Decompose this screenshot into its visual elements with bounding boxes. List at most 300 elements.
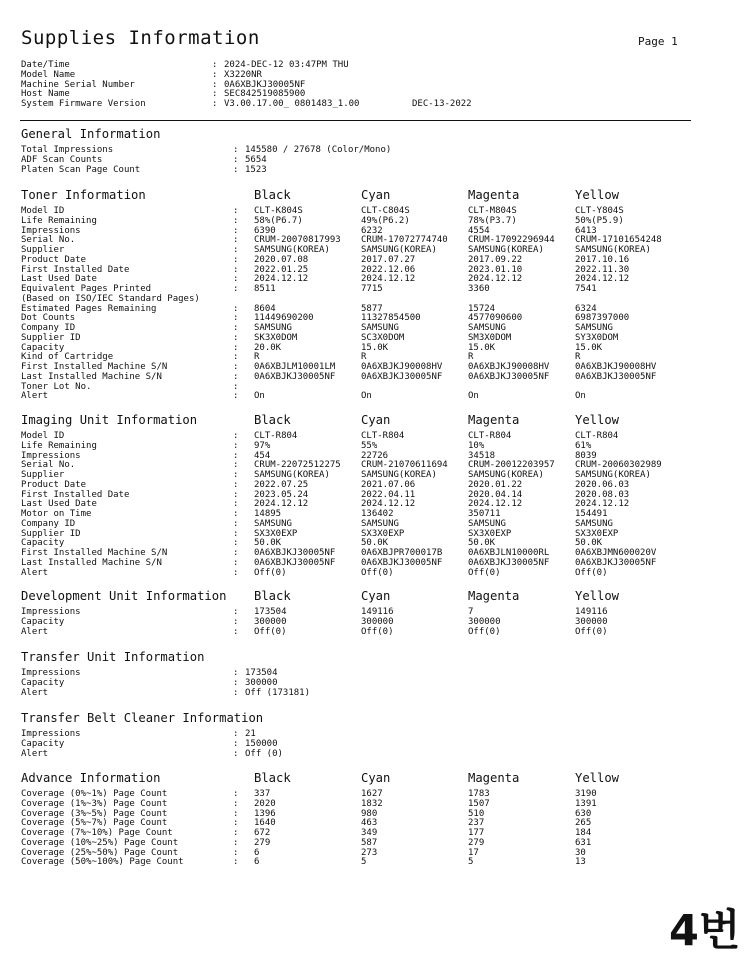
row-colon: : bbox=[233, 450, 239, 461]
row-label: Toner Lot No. bbox=[21, 381, 92, 392]
row-colon: : bbox=[233, 431, 239, 441]
cell-cyan: 273 bbox=[361, 847, 378, 858]
cell-magenta: CRUM-17092296944 bbox=[468, 235, 555, 246]
row-label: Serial No. bbox=[21, 460, 76, 471]
row-colon: : bbox=[212, 69, 218, 80]
cell-cyan: 0A6XBJKJ30005NF bbox=[361, 371, 443, 382]
cell-cyan: 11327854500 bbox=[361, 313, 421, 324]
cell-yellow: 0A6XBJMN600020V bbox=[575, 548, 657, 558]
cell-yellow: 2020.06.03 bbox=[575, 479, 630, 490]
cell-cyan: 149116 bbox=[361, 607, 394, 617]
row-label: Coverage (0%~1%) Page Count bbox=[21, 789, 168, 799]
row-value: 300000 bbox=[245, 677, 278, 688]
row-colon: : bbox=[233, 381, 239, 392]
column-header-cyan: Cyan bbox=[361, 589, 391, 603]
row-label: Alert bbox=[21, 391, 49, 402]
cell-cyan: 15.0K bbox=[361, 342, 389, 353]
cell-cyan: 0A6XBJKJ30005NF bbox=[361, 557, 443, 568]
cell-magenta: 0A6XBJKJ30005NF bbox=[468, 371, 550, 382]
row-colon: : bbox=[233, 548, 239, 558]
row-label: Impressions bbox=[21, 729, 81, 739]
cell-yellow: CRUM-17101654248 bbox=[575, 235, 662, 246]
cell-yellow: 30 bbox=[575, 847, 586, 858]
row-label: Coverage (3%~5%) Page Count bbox=[21, 808, 168, 819]
row-label: Equivalent Pages Printed bbox=[21, 284, 152, 294]
section-title: General Information bbox=[21, 127, 161, 141]
cell-magenta: SAMSUNG bbox=[468, 518, 506, 529]
cell-yellow: 6987397000 bbox=[575, 313, 630, 324]
cell-black: SX3X0EXP bbox=[254, 528, 298, 539]
cell-cyan: 5877 bbox=[361, 303, 383, 314]
cell-yellow: 154491 bbox=[575, 509, 608, 519]
header-divider bbox=[20, 120, 691, 121]
row-value: 173504 bbox=[245, 668, 278, 678]
cell-black: 2022.01.25 bbox=[254, 264, 309, 275]
row-colon: : bbox=[233, 808, 239, 819]
cell-yellow: 2017.10.16 bbox=[575, 254, 630, 265]
cell-magenta: Off(0) bbox=[468, 567, 501, 578]
cell-magenta: 2023.01.10 bbox=[468, 264, 523, 275]
cell-magenta: 1507 bbox=[468, 798, 490, 809]
cell-black: SK3X0DOM bbox=[254, 332, 298, 343]
cell-cyan: 6232 bbox=[361, 225, 383, 236]
row-colon: : bbox=[233, 371, 239, 382]
cell-yellow: R bbox=[575, 352, 581, 363]
cell-black: 50.0K bbox=[254, 538, 282, 549]
row-colon: : bbox=[233, 440, 239, 451]
cell-black: 8511 bbox=[254, 284, 276, 294]
row-colon: : bbox=[233, 509, 239, 519]
cell-cyan: 5 bbox=[361, 857, 367, 868]
row-colon: : bbox=[233, 729, 239, 739]
cell-yellow: CLT-Y804S bbox=[575, 206, 624, 216]
column-header-magenta: Magenta bbox=[468, 188, 520, 202]
row-label: (Based on ISO/IEC Standard Pages) bbox=[21, 293, 200, 304]
row-colon: : bbox=[212, 99, 218, 109]
cell-cyan: 1832 bbox=[361, 798, 383, 809]
cell-cyan: 136402 bbox=[361, 509, 394, 519]
row-label: Impressions bbox=[21, 450, 81, 461]
cell-magenta: 7 bbox=[468, 607, 474, 617]
cell-yellow: 6324 bbox=[575, 303, 597, 314]
cell-magenta: 4577090600 bbox=[468, 313, 523, 324]
row-label: Alert bbox=[21, 567, 49, 578]
row-label: Impressions bbox=[21, 668, 81, 678]
cell-black: 0A6XBJLM10001LM bbox=[254, 362, 336, 372]
row-value: V3.00.17.00_ 0801483_1.00 bbox=[224, 99, 360, 109]
cell-black: CLT-K804S bbox=[254, 206, 303, 216]
row-colon: : bbox=[233, 154, 239, 165]
row-label: Platen Scan Page Count bbox=[21, 164, 141, 175]
row-value: 0A6XBJKJ30005NF bbox=[224, 79, 306, 90]
row-value: 2024-DEC-12 03:47PM THU bbox=[224, 60, 349, 70]
cell-magenta: CRUM-20012203957 bbox=[468, 460, 555, 471]
cell-cyan: 587 bbox=[361, 837, 378, 848]
row-colon: : bbox=[233, 245, 239, 255]
cell-cyan: SAMSUNG bbox=[361, 323, 399, 333]
row-label: Serial No. bbox=[21, 235, 76, 246]
row-colon: : bbox=[233, 528, 239, 539]
cell-yellow: 2024.12.12 bbox=[575, 499, 630, 510]
cell-cyan: 0A6XBJPR700017B bbox=[361, 548, 443, 558]
row-label: Supplier bbox=[21, 245, 65, 255]
cell-yellow: 13 bbox=[575, 857, 586, 868]
row-label: Coverage (5%~7%) Page Count bbox=[21, 818, 168, 829]
cell-cyan: SAMSUNG(KOREA) bbox=[361, 245, 437, 255]
row-colon: : bbox=[233, 626, 239, 637]
row-label: First Installed Date bbox=[21, 264, 130, 275]
cell-yellow: 149116 bbox=[575, 607, 608, 617]
cell-black: 14895 bbox=[254, 509, 282, 519]
cell-black: 173504 bbox=[254, 607, 287, 617]
cell-cyan: On bbox=[361, 391, 372, 402]
cell-magenta: SM3X0DOM bbox=[468, 332, 512, 343]
cell-black: 6 bbox=[254, 847, 260, 858]
cell-cyan: SC3X0DOM bbox=[361, 332, 405, 343]
row-colon: : bbox=[233, 607, 239, 617]
column-header-black: Black bbox=[254, 413, 291, 427]
cell-black: On bbox=[254, 391, 265, 402]
row-label: First Installed Machine S/N bbox=[21, 362, 168, 372]
cell-cyan: Off(0) bbox=[361, 567, 394, 578]
row-value: SEC842519085900 bbox=[224, 89, 306, 100]
cell-cyan: 50.0K bbox=[361, 538, 389, 549]
cell-black: 58%(P6.7) bbox=[254, 215, 303, 226]
firmware-date: DEC-13-2022 bbox=[412, 99, 472, 109]
cell-magenta: 15724 bbox=[468, 303, 496, 314]
row-label: Supplier ID bbox=[21, 332, 81, 343]
row-colon: : bbox=[233, 362, 239, 372]
cell-magenta: 17 bbox=[468, 847, 479, 858]
row-colon: : bbox=[233, 391, 239, 402]
cell-cyan: CRUM-21070611694 bbox=[361, 460, 448, 471]
cell-yellow: 184 bbox=[575, 828, 592, 838]
cell-cyan: 0A6XBJKJ90008HV bbox=[361, 362, 443, 372]
cell-black: 279 bbox=[254, 837, 271, 848]
row-colon: : bbox=[233, 818, 239, 829]
cell-yellow: SAMSUNG bbox=[575, 323, 613, 333]
cell-yellow: 0A6XBJKJ90008HV bbox=[575, 362, 657, 372]
row-value: 150000 bbox=[245, 738, 278, 749]
cell-magenta: 0A6XBJKJ90008HV bbox=[468, 362, 550, 372]
cell-magenta: 5 bbox=[468, 857, 474, 868]
row-label: Last Installed Machine S/N bbox=[21, 557, 162, 568]
row-label: Product Date bbox=[21, 479, 87, 490]
cell-magenta: On bbox=[468, 391, 479, 402]
cell-black: 6390 bbox=[254, 225, 276, 236]
row-colon: : bbox=[233, 145, 239, 155]
cell-magenta: SAMSUNG(KOREA) bbox=[468, 470, 544, 480]
cell-magenta: 1783 bbox=[468, 789, 490, 799]
row-colon: : bbox=[233, 274, 239, 285]
cell-magenta: 2024.12.12 bbox=[468, 274, 523, 285]
cell-yellow: On bbox=[575, 391, 586, 402]
cell-magenta: 279 bbox=[468, 837, 485, 848]
row-label: Last Used Date bbox=[21, 499, 97, 510]
column-header-cyan: Cyan bbox=[361, 413, 391, 427]
sheet-tag: 4번 bbox=[669, 906, 741, 956]
row-label: Host Name bbox=[21, 89, 70, 100]
cell-black: 1640 bbox=[254, 818, 276, 829]
cell-black: 0A6XBJKJ30005NF bbox=[254, 548, 336, 558]
cell-black: CRUM-20070817993 bbox=[254, 235, 341, 246]
cell-magenta: R bbox=[468, 352, 474, 363]
cell-cyan: SAMSUNG(KOREA) bbox=[361, 470, 437, 480]
row-label: Supplier ID bbox=[21, 528, 81, 539]
row-colon: : bbox=[233, 342, 239, 353]
cell-yellow: CLT-R804 bbox=[575, 431, 619, 441]
row-value: Off (0) bbox=[245, 748, 283, 759]
row-label: Estimated Pages Remaining bbox=[21, 303, 157, 314]
column-header-black: Black bbox=[254, 771, 291, 785]
row-label: System Firmware Version bbox=[21, 99, 146, 109]
cell-magenta: 350711 bbox=[468, 509, 501, 519]
row-colon: : bbox=[233, 798, 239, 809]
cell-black: Off(0) bbox=[254, 626, 287, 637]
column-header-magenta: Magenta bbox=[468, 413, 520, 427]
cell-black: 20.0K bbox=[254, 342, 282, 353]
cell-cyan: Off(0) bbox=[361, 626, 394, 637]
row-value: X3220NR bbox=[224, 69, 262, 80]
cell-cyan: 2024.12.12 bbox=[361, 274, 416, 285]
column-header-cyan: Cyan bbox=[361, 188, 391, 202]
row-colon: : bbox=[233, 616, 239, 627]
cell-magenta: Off(0) bbox=[468, 626, 501, 637]
row-value: Off (173181) bbox=[245, 687, 311, 698]
cell-magenta: 4554 bbox=[468, 225, 490, 236]
cell-yellow: 1391 bbox=[575, 798, 597, 809]
cell-magenta: 3360 bbox=[468, 284, 490, 294]
row-label: Alert bbox=[21, 748, 49, 759]
row-label: Dot Counts bbox=[21, 313, 76, 324]
cell-black: 6 bbox=[254, 857, 260, 868]
cell-magenta: CLT-M804S bbox=[468, 206, 517, 216]
cell-yellow: SAMSUNG(KOREA) bbox=[575, 470, 651, 480]
cell-magenta: 2020.01.22 bbox=[468, 479, 523, 490]
column-header-cyan: Cyan bbox=[361, 771, 391, 785]
cell-yellow: 61% bbox=[575, 440, 592, 451]
cell-yellow: SAMSUNG(KOREA) bbox=[575, 245, 651, 255]
row-label: Last Installed Machine S/N bbox=[21, 371, 162, 382]
row-label: Alert bbox=[21, 626, 49, 637]
cell-magenta: CLT-R804 bbox=[468, 431, 512, 441]
row-colon: : bbox=[233, 518, 239, 529]
row-label: Capacity bbox=[21, 538, 65, 549]
cell-cyan: 22726 bbox=[361, 450, 389, 461]
cell-yellow: Off(0) bbox=[575, 567, 608, 578]
row-colon: : bbox=[233, 225, 239, 236]
row-label: Coverage (50%~100%) Page Count bbox=[21, 857, 184, 868]
cell-yellow: 300000 bbox=[575, 616, 608, 627]
cell-cyan: 2024.12.12 bbox=[361, 499, 416, 510]
cell-yellow: 7541 bbox=[575, 284, 597, 294]
row-label: Model Name bbox=[21, 69, 76, 80]
cell-magenta: 50.0K bbox=[468, 538, 496, 549]
cell-cyan: 463 bbox=[361, 818, 378, 829]
row-label: Coverage (7%~10%) Page Count bbox=[21, 828, 173, 838]
cell-magenta: 34518 bbox=[468, 450, 496, 461]
row-colon: : bbox=[233, 284, 239, 294]
row-label: Alert bbox=[21, 687, 49, 698]
cell-magenta: SAMSUNG(KOREA) bbox=[468, 245, 544, 255]
cell-yellow: 2020.08.03 bbox=[575, 489, 630, 500]
row-colon: : bbox=[233, 837, 239, 848]
row-label: Capacity bbox=[21, 616, 65, 627]
row-colon: : bbox=[233, 748, 239, 759]
row-label: Total Impressions bbox=[21, 145, 114, 155]
cell-magenta: 237 bbox=[468, 818, 485, 829]
column-header-magenta: Magenta bbox=[468, 589, 520, 603]
cell-yellow: 6413 bbox=[575, 225, 597, 236]
row-colon: : bbox=[233, 738, 239, 749]
cell-yellow: SX3X0EXP bbox=[575, 528, 619, 539]
cell-yellow: 15.0K bbox=[575, 342, 603, 353]
row-colon: : bbox=[233, 470, 239, 480]
row-value: 1523 bbox=[245, 164, 267, 175]
row-label: Capacity bbox=[21, 677, 65, 688]
cell-magenta: 0A6XBJKJ30005NF bbox=[468, 557, 550, 568]
row-colon: : bbox=[233, 687, 239, 698]
section-title: Advance Information bbox=[21, 771, 161, 785]
cell-yellow: 265 bbox=[575, 818, 592, 829]
cell-yellow: CRUM-20060302989 bbox=[575, 460, 662, 471]
cell-cyan: SX3X0EXP bbox=[361, 528, 405, 539]
cell-cyan: 49%(P6.2) bbox=[361, 215, 410, 226]
cell-black: CLT-R804 bbox=[254, 431, 298, 441]
column-header-black: Black bbox=[254, 589, 291, 603]
row-colon: : bbox=[212, 79, 218, 90]
cell-yellow: SY3X0DOM bbox=[575, 332, 619, 343]
row-colon: : bbox=[233, 215, 239, 226]
cell-magenta: SAMSUNG bbox=[468, 323, 506, 333]
row-colon: : bbox=[233, 254, 239, 265]
cell-magenta: 300000 bbox=[468, 616, 501, 627]
row-colon: : bbox=[233, 235, 239, 246]
row-label: ADF Scan Counts bbox=[21, 154, 103, 165]
cell-black: 337 bbox=[254, 789, 271, 799]
cell-magenta: 510 bbox=[468, 808, 485, 819]
row-colon: : bbox=[233, 352, 239, 363]
row-label: Kind of Cartridge bbox=[21, 352, 114, 363]
row-colon: : bbox=[233, 489, 239, 500]
cell-black: 0A6XBJKJ30005NF bbox=[254, 371, 336, 382]
cell-yellow: 0A6XBJKJ30005NF bbox=[575, 371, 657, 382]
cell-black: SAMSUNG(KOREA) bbox=[254, 470, 330, 480]
cell-cyan: 980 bbox=[361, 808, 378, 819]
row-colon: : bbox=[233, 303, 239, 314]
row-colon: : bbox=[233, 828, 239, 838]
row-label: Last Used Date bbox=[21, 274, 97, 285]
row-label: Motor on Time bbox=[21, 509, 92, 519]
column-header-yellow: Yellow bbox=[575, 771, 620, 785]
cell-cyan: 1627 bbox=[361, 789, 383, 799]
row-label: First Installed Machine S/N bbox=[21, 548, 168, 558]
cell-black: 2024.12.12 bbox=[254, 274, 309, 285]
section-title: Toner Information bbox=[21, 188, 146, 202]
cell-black: 0A6XBJKJ30005NF bbox=[254, 557, 336, 568]
cell-cyan: 2017.07.27 bbox=[361, 254, 416, 265]
cell-black: 300000 bbox=[254, 616, 287, 627]
row-label: Life Remaining bbox=[21, 215, 97, 226]
row-colon: : bbox=[233, 313, 239, 324]
row-label: Life Remaining bbox=[21, 440, 97, 451]
row-colon: : bbox=[233, 857, 239, 868]
row-colon: : bbox=[233, 206, 239, 216]
row-label: Coverage (25%~50%) Page Count bbox=[21, 847, 179, 858]
row-label: Coverage (10%~25%) Page Count bbox=[21, 837, 179, 848]
row-colon: : bbox=[212, 89, 218, 100]
section-title: Transfer Unit Information bbox=[21, 650, 205, 664]
cell-cyan: 55% bbox=[361, 440, 378, 451]
row-colon: : bbox=[233, 789, 239, 799]
row-label: Product Date bbox=[21, 254, 87, 265]
cell-cyan: 349 bbox=[361, 828, 378, 838]
cell-black: 2020 bbox=[254, 798, 276, 809]
cell-magenta: 2017.09.22 bbox=[468, 254, 523, 265]
cell-yellow: 2022.11.30 bbox=[575, 264, 630, 275]
cell-magenta: 0A6XBJLN10000RL bbox=[468, 548, 550, 558]
row-colon: : bbox=[233, 323, 239, 333]
cell-black: R bbox=[254, 352, 260, 363]
column-header-yellow: Yellow bbox=[575, 188, 620, 202]
row-label: Impressions bbox=[21, 607, 81, 617]
row-label: Model ID bbox=[21, 431, 65, 441]
cell-cyan: CLT-C804S bbox=[361, 206, 410, 216]
cell-magenta: 10% bbox=[468, 440, 485, 451]
cell-yellow: 8039 bbox=[575, 450, 597, 461]
cell-black: 8604 bbox=[254, 303, 276, 314]
cell-black: 2024.12.12 bbox=[254, 499, 309, 510]
row-colon: : bbox=[233, 479, 239, 490]
cell-yellow: Off(0) bbox=[575, 626, 608, 637]
cell-black: 454 bbox=[254, 450, 271, 461]
row-label: Company ID bbox=[21, 323, 76, 333]
row-label: Supplier bbox=[21, 470, 65, 480]
row-colon: : bbox=[233, 332, 239, 343]
row-value: 145580 / 27678 (Color/Mono) bbox=[245, 145, 392, 155]
column-header-magenta: Magenta bbox=[468, 771, 520, 785]
row-label: Impressions bbox=[21, 225, 81, 236]
column-header-yellow: Yellow bbox=[575, 413, 620, 427]
row-colon: : bbox=[233, 264, 239, 275]
section-title: Transfer Belt Cleaner Information bbox=[21, 711, 264, 725]
cell-cyan: 2022.12.06 bbox=[361, 264, 416, 275]
cell-magenta: 78%(P3.7) bbox=[468, 215, 517, 226]
row-colon: : bbox=[233, 677, 239, 688]
cell-magenta: 2024.12.12 bbox=[468, 499, 523, 510]
row-label: Capacity bbox=[21, 738, 65, 749]
cell-cyan: 2021.07.06 bbox=[361, 479, 416, 490]
cell-cyan: CRUM-17072774740 bbox=[361, 235, 448, 246]
cell-black: 2023.05.24 bbox=[254, 489, 309, 500]
cell-cyan: CLT-R804 bbox=[361, 431, 405, 441]
cell-yellow: SAMSUNG bbox=[575, 518, 613, 529]
cell-yellow: 3190 bbox=[575, 789, 597, 799]
cell-black: SAMSUNG(KOREA) bbox=[254, 245, 330, 255]
cell-black: 1396 bbox=[254, 808, 276, 819]
row-colon: : bbox=[212, 60, 218, 70]
cell-black: 2020.07.08 bbox=[254, 254, 309, 265]
row-colon: : bbox=[233, 557, 239, 568]
cell-black: 2022.07.25 bbox=[254, 479, 309, 490]
cell-yellow: 0A6XBJKJ30005NF bbox=[575, 557, 657, 568]
row-label: First Installed Date bbox=[21, 489, 130, 500]
row-colon: : bbox=[233, 460, 239, 471]
cell-yellow: 631 bbox=[575, 837, 592, 848]
cell-yellow: 630 bbox=[575, 808, 592, 819]
row-label: Coverage (1%~3%) Page Count bbox=[21, 798, 168, 809]
row-value: 5654 bbox=[245, 154, 267, 165]
